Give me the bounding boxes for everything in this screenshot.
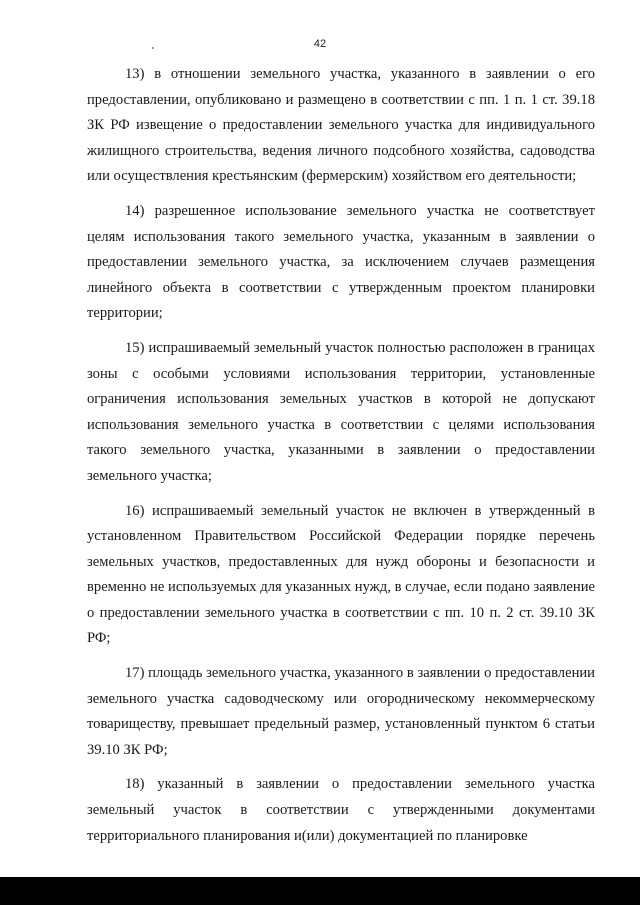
paragraph-item-15: 15) испрашиваемый земельный участок полностью расположен в границах зоны с особыми условиями использования территории, установленные ограничения использования земельных участков в которой не допускают использования земельного участка в соответствии с целями использования такого земельного участка, указанными в заявлении о предоставлении земельного участка; (87, 339, 595, 484)
scan-speck (152, 47, 154, 49)
paragraph-item-17: 17) площадь земельного участка, указанного в заявлении о предоставлении земельного участка садоводческому или огородническому некоммерческому товариществу, превышает предельный размер, установленный пунктом 6 статьи 39.10 ЗК РФ; (87, 665, 595, 758)
paragraph-item-14: 14) разрешенное использование земельного участка не соответствует целям использования такого земельного участка, указанным в заявлении о предоставлении земельного участка, за исключением случаев размещения линейного объекта в соответствии с утвержденным проектом планировки территории; (87, 202, 595, 322)
paragraph-item-16: 16) испрашиваемый земельный участок не включен в утвержденный в установленном Правительством Российской Федерации порядке перечень земельных участков, предоставленных для нужд обороны и безопасности и временно не используемых для указанных нужд, в случае, если подано заявление о предоставлении земельного участка в соответствии с пп. 10 п. 2 ст. 39.10 ЗК РФ; (87, 502, 595, 647)
paragraph-item-18: 18) указанный в заявлении о предоставлении земельного участка земельный участок в соответствии с утвержденными документами территориального планирования и(или) документацией по планировке (87, 776, 595, 844)
paragraph-item-13: 13) в отношении земельного участка, указанного в заявлении о его предоставлении, опубликовано и размещено в соответствии с пп. 1 п. 1 ст. 39.18 ЗК РФ извещение о предоставлении земельного участка для индивидуального жилищного строительства, ведения личного подсобного хозяйства, садоводства или осуществления крестьянским (фермерским) хозяйством его деятельности; (87, 66, 595, 185)
document-body (87, 62, 595, 858)
page-number: 42 (313, 38, 327, 50)
scan-bottom-border (0, 877, 640, 905)
